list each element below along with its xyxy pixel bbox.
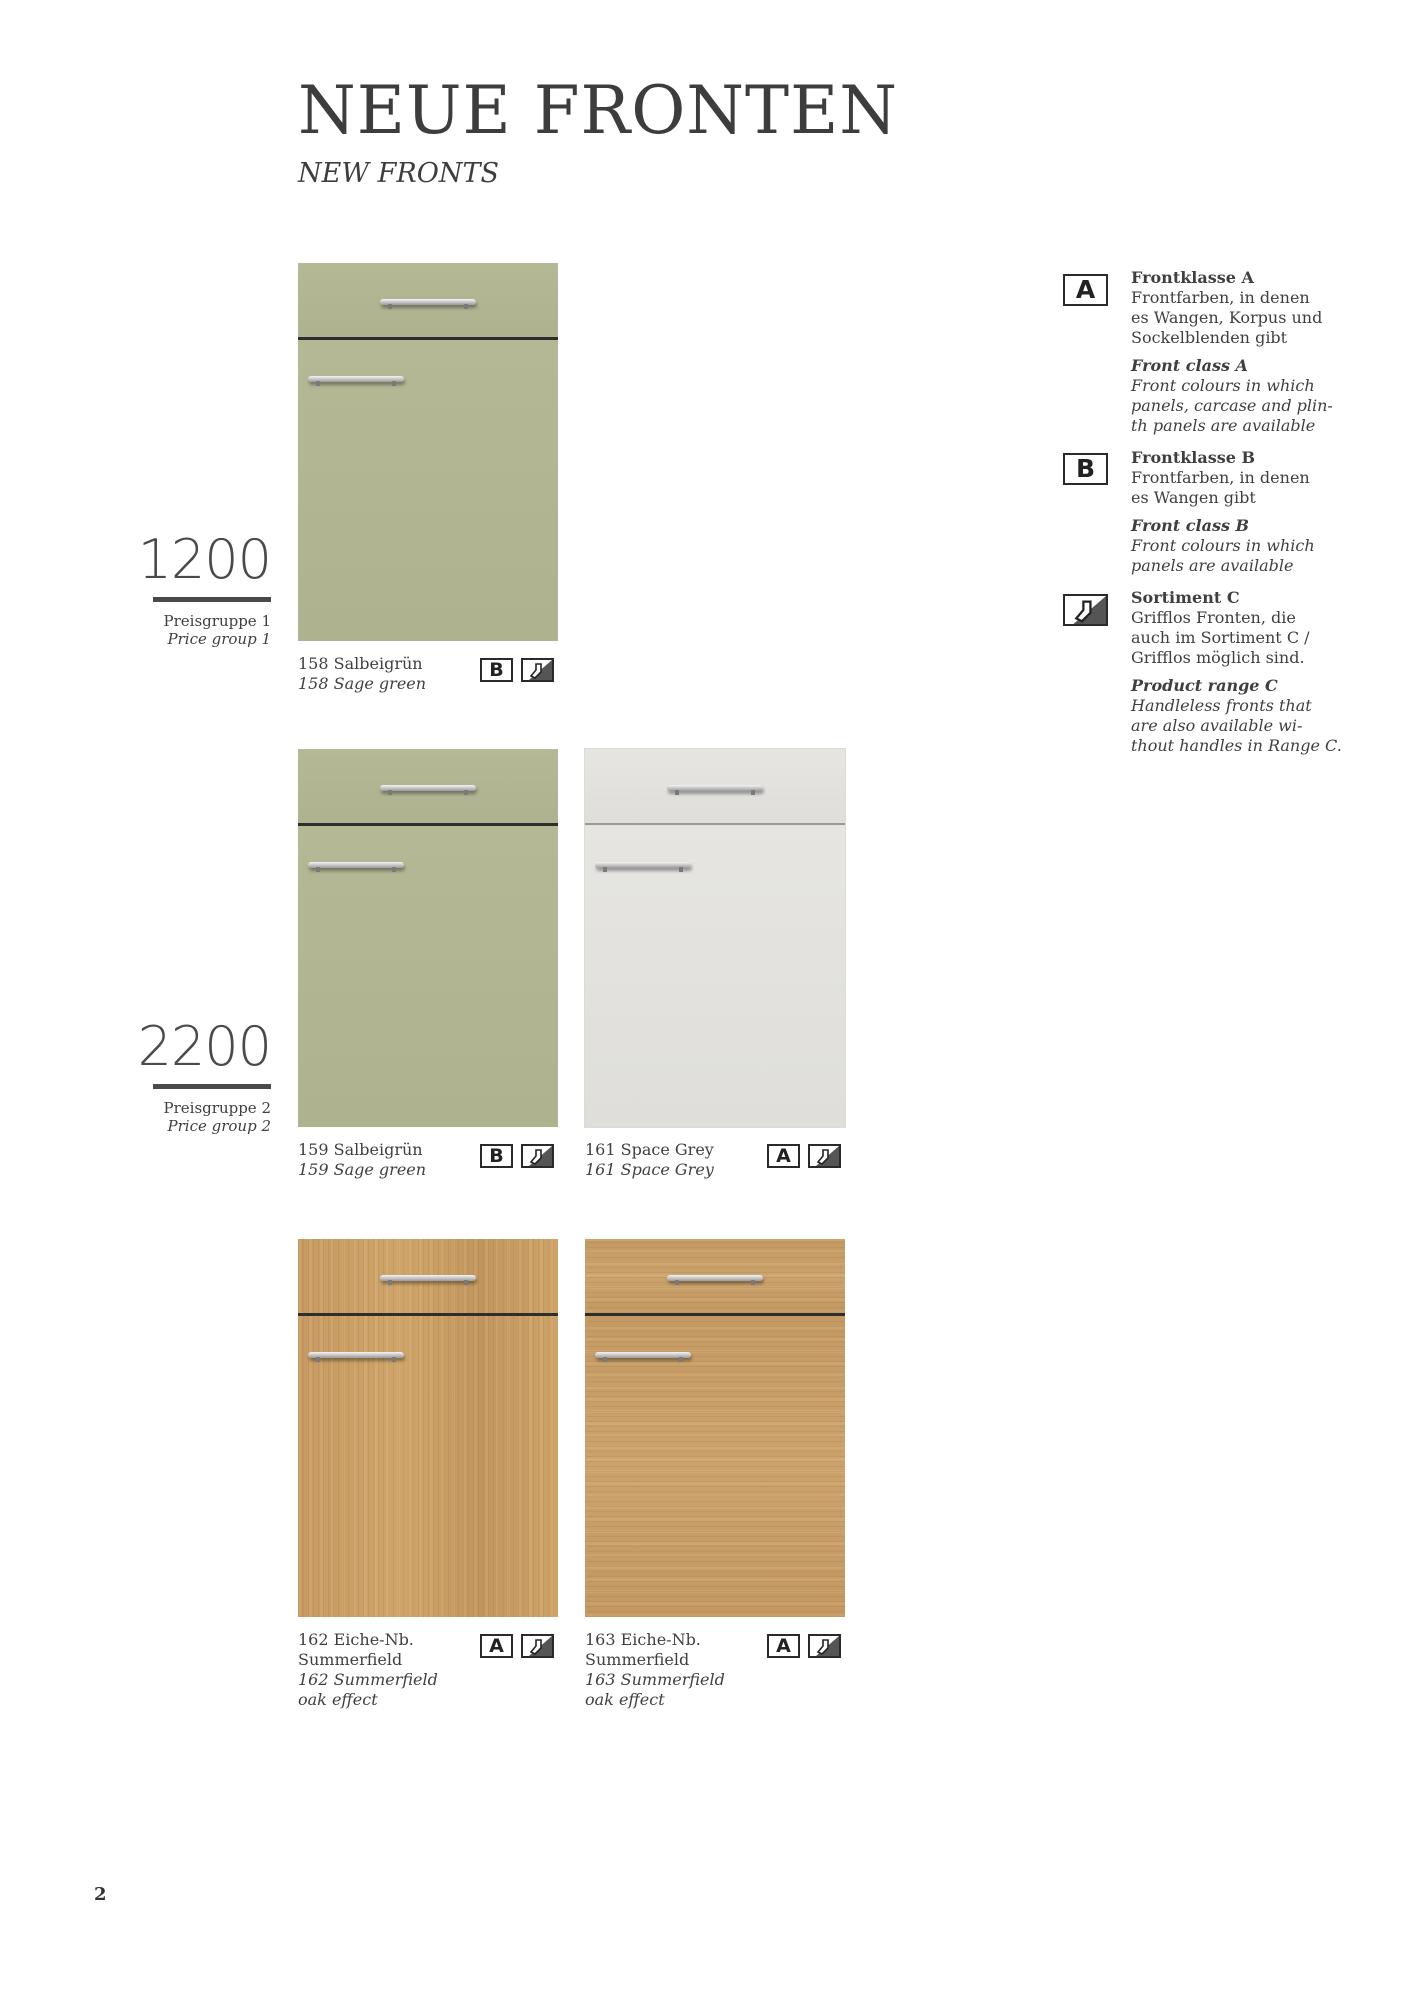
price-group-underline (153, 597, 271, 602)
price-group-number: 2200 (137, 1015, 271, 1078)
legend-title-en: Front class B (1131, 516, 1250, 535)
legend-text-en: thout handles in Range C. (1131, 736, 1342, 755)
front-class-badge: B (480, 1144, 513, 1168)
door-handle (595, 1352, 691, 1358)
legend-class-b (1131, 448, 1361, 576)
legend-range-c (1131, 588, 1361, 756)
front-caption-163 (585, 1630, 725, 1710)
legend-title-de: Frontklasse B (1131, 448, 1256, 467)
front-caption-162 (298, 1630, 438, 1710)
front-name-de-2: Summerfield (298, 1650, 403, 1669)
legend-text-en: th panels are available (1131, 416, 1316, 435)
legend-text-en: Front colours in which (1131, 376, 1315, 395)
front-name-de: 162 Eiche-Nb. (298, 1630, 414, 1649)
legend-text-en: are also available wi- (1131, 716, 1303, 735)
front-caption-159 (298, 1140, 426, 1180)
door-handle (308, 862, 404, 868)
front-name-de-2: Summerfield (585, 1650, 690, 1669)
front-name-en: 161 Space Grey (585, 1160, 714, 1179)
legend-text-de: es Wangen, Korpus und (1131, 308, 1323, 327)
front-name-en-2: oak effect (298, 1690, 378, 1709)
front-name-de: 158 Salbeigrün (298, 654, 423, 673)
handleless-icon (808, 1144, 841, 1168)
price-group-label-de: Preisgruppe 1 (163, 612, 271, 630)
legend-text-de: Grifflos möglich sind. (1131, 648, 1305, 667)
drawer-handle (380, 299, 476, 305)
handleless-icon (521, 1634, 554, 1658)
price-group-underline (153, 1084, 271, 1089)
page-number: 2 (94, 1884, 107, 1905)
legend-text-de: Grifflos Fronten, die (1131, 608, 1296, 627)
door-handle (308, 1352, 404, 1358)
legend-text-de: auch im Sortiment C / (1131, 628, 1310, 647)
front-name-en-2: oak effect (585, 1690, 665, 1709)
legend-title-en: Product range C (1131, 676, 1278, 695)
drawer-handle (667, 785, 763, 791)
price-group-number: 1200 (137, 528, 271, 591)
front-swatch-163 (585, 1239, 845, 1617)
price-group-label-en: Price group 2 (167, 1117, 271, 1135)
door-handle (308, 376, 404, 382)
front-class-badge: B (480, 658, 513, 682)
front-name-de: 161 Space Grey (585, 1140, 714, 1159)
drawer-handle (667, 1275, 763, 1281)
legend-text-de: Sockelblenden gibt (1131, 328, 1288, 347)
front-swatch-159 (298, 749, 558, 1127)
front-class-badge: A (480, 1634, 513, 1658)
front-swatch-162 (298, 1239, 558, 1617)
front-name-de: 159 Salbeigrün (298, 1140, 423, 1159)
front-name-de: 163 Eiche-Nb. (585, 1630, 701, 1649)
handleless-icon (808, 1634, 841, 1658)
page-subtitle: NEW FRONTS (298, 158, 499, 189)
front-caption-161 (585, 1140, 714, 1180)
legend-title-en: Front class A (1131, 356, 1248, 375)
handleless-icon (521, 1144, 554, 1168)
front-name-en: 162 Summerfield (298, 1670, 438, 1689)
legend-text-de: es Wangen gibt (1131, 488, 1256, 507)
legend-text-en: Front colours in which (1131, 536, 1315, 555)
legend-class-b-badge: B (1063, 453, 1108, 485)
legend-title-de: Frontklasse A (1131, 268, 1254, 287)
price-group-label-de: Preisgruppe 2 (163, 1099, 271, 1117)
price-group-label-en: Price group 1 (167, 630, 271, 648)
legend-text-en: Handleless fronts that (1131, 696, 1312, 715)
front-name-en: 159 Sage green (298, 1160, 427, 1179)
page-title: NEUE FRONTEN (298, 72, 899, 149)
handleless-icon (521, 658, 554, 682)
front-swatch-158 (298, 263, 558, 641)
legend-text-de: Frontfarben, in denen (1131, 288, 1310, 307)
handleless-icon (1063, 594, 1108, 626)
legend-class-a-badge: A (1063, 274, 1108, 306)
front-caption-158 (298, 654, 426, 694)
front-name-en: 163 Summerfield (585, 1670, 725, 1689)
legend-text-de: Frontfarben, in denen (1131, 468, 1310, 487)
front-class-badge: A (767, 1144, 800, 1168)
price-group-1 (0, 528, 271, 648)
price-group-2 (0, 1015, 271, 1135)
front-name-en: 158 Sage green (298, 674, 427, 693)
front-class-badge: A (767, 1634, 800, 1658)
legend-title-de: Sortiment C (1131, 588, 1240, 607)
door-handle (595, 862, 691, 868)
drawer-handle (380, 785, 476, 791)
drawer-handle (380, 1275, 476, 1281)
legend-text-en: panels, carcase and plin- (1131, 396, 1333, 415)
legend-text-en: panels are available (1131, 556, 1294, 575)
front-swatch-161 (585, 749, 845, 1127)
legend-class-a (1131, 268, 1361, 436)
